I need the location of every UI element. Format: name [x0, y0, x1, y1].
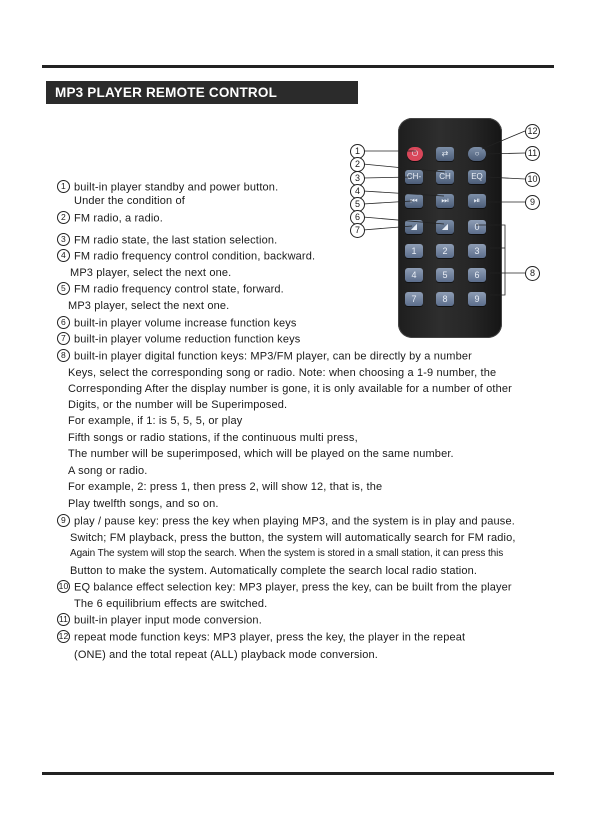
item-number-badge: 9 — [57, 514, 70, 527]
item-9-continued-3: Button to make the system. Automatically complete the search local radio station. — [70, 565, 478, 577]
item-8-line: 8 built-in player digital function keys: MP3/FM player, can be directly by a number — [57, 350, 472, 363]
callout-1: 1 — [350, 144, 365, 159]
callout-10: 10 — [525, 172, 540, 187]
item-number-badge: 1 — [57, 180, 70, 193]
next-button[interactable]: ⏭ — [436, 194, 454, 208]
digit-0-button[interactable]: 0 — [468, 220, 486, 234]
item-5-continued: MP3 player, select the next one. — [68, 300, 230, 312]
digit-3-button[interactable]: 3 — [468, 244, 486, 258]
item-8-continued-7: A song or radio. — [68, 465, 148, 477]
digit-9-button[interactable]: 9 — [468, 292, 486, 306]
mode-button[interactable]: ⇄ — [436, 147, 454, 161]
item-number-badge: 10 — [58, 581, 69, 591]
item-8-continued-6: The number will be superimposed, which will be played on the same number. — [68, 448, 454, 460]
digit-1-button[interactable]: 1 — [405, 244, 423, 258]
volume-down-button[interactable]: ◢ — [405, 220, 423, 234]
bottom-rule — [42, 772, 554, 775]
ch-minus-button[interactable]: CH- — [405, 170, 423, 184]
callout-5: 5 — [350, 197, 365, 212]
digit-5-button[interactable]: 5 — [436, 268, 454, 282]
item-9-continued-2: Again The system will stop the search. When the system is stored in a small station, it can press this — [70, 548, 504, 559]
item-8-continued-3: Digits, or the number will be Superimposed. — [68, 399, 288, 411]
callout-7: 7 — [350, 223, 365, 238]
callout-6: 6 — [350, 210, 365, 225]
item-6-line: 6 built-in player volume increase function keys — [57, 317, 297, 330]
item-8-continued-1: Keys, select the corresponding song or radio. Note: when choosing a 1-9 number, the — [68, 367, 497, 379]
page-title: MP3 PLAYER REMOTE CONTROL FUNCTIONS — [46, 81, 358, 104]
item-5-line: 5 FM radio frequency control state, forward. — [57, 283, 284, 296]
item-number-badge: 3 — [57, 233, 70, 246]
item-4-continued: MP3 player, select the next one. — [70, 267, 232, 279]
item-number-badge: 5 — [57, 282, 70, 295]
callout-11: 11 — [525, 146, 540, 161]
digit-8-button[interactable]: 8 — [436, 292, 454, 306]
item-7-line: 7 built-in player volume reduction function keys — [57, 333, 300, 346]
item-8-continued-8: For example, 2: press 1, then press 2, will show 12, that is, the — [68, 481, 383, 493]
power-button[interactable]: ⏻ — [407, 147, 423, 161]
item-1-continued: Under the condition of — [74, 195, 185, 207]
item-3-line: 3 FM radio state, the last station selection. — [57, 234, 277, 247]
prev-button[interactable]: ⏮ — [405, 194, 423, 208]
ch-button[interactable]: CH — [436, 170, 454, 184]
item-9-continued-1: Switch; FM playback, press the button, the system will automatically search for FM radio, — [70, 532, 516, 544]
item-11-line: 11 built-in player input mode conversion. — [58, 614, 262, 627]
digit-7-button[interactable]: 7 — [405, 292, 423, 306]
item-9-line: 9 play / pause key: press the key when playing MP3, and the system is in play and pause. — [57, 515, 515, 528]
item-10-line: 10 EQ balance effect selection key: MP3 player, press the key, can be built from the player — [58, 581, 512, 594]
volume-up-button[interactable]: ◢ — [436, 220, 454, 234]
callout-4: 4 — [350, 184, 365, 199]
callout-8: 8 — [525, 266, 540, 281]
item-8-continued-4: For example, if 1: is 5, 5, 5, or play — [68, 415, 243, 427]
digit-2-button[interactable]: 2 — [436, 244, 454, 258]
item-number-badge: 2 — [57, 211, 70, 224]
item-1-line: 1 built-in player standby and power button. — [57, 181, 278, 194]
callout-2: 2 — [350, 157, 365, 172]
repeat-button[interactable]: ○ — [468, 147, 486, 161]
digit-4-button[interactable]: 4 — [405, 268, 423, 282]
item-12-continued: (ONE) and the total repeat (ALL) playback mode conversion. — [74, 649, 379, 661]
item-8-continued-5: Fifth songs or radio stations, if the continuous multi press, — [68, 432, 358, 444]
item-8-continued-9: Play twelfth songs, and so on. — [68, 498, 219, 510]
eq-button[interactable]: EQ — [468, 170, 486, 184]
item-4-line: 4 FM radio frequency control condition, backward. — [57, 250, 315, 263]
item-number-badge: 11 — [58, 614, 69, 624]
item-12-line: 12 repeat mode function keys: MP3 player, press the key, the player in the repeat — [58, 631, 466, 644]
item-8-continued-2: Corresponding After the display number is gone, it is only available for a number of other — [68, 383, 512, 395]
item-2-line: 2 FM radio, a radio. — [57, 212, 163, 225]
item-10-continued: The 6 equilibrium effects are switched. — [74, 598, 268, 610]
callout-3: 3 — [350, 171, 365, 186]
digit-6-button[interactable]: 6 — [468, 268, 486, 282]
item-number-badge: 8 — [57, 349, 70, 362]
item-number-badge: 12 — [58, 631, 69, 641]
item-number-badge: 7 — [57, 332, 70, 345]
play-pause-button[interactable]: ⏯ — [468, 194, 486, 208]
item-number-badge: 6 — [57, 316, 70, 329]
callout-12: 12 — [525, 124, 540, 139]
callout-9: 9 — [525, 195, 540, 210]
item-number-badge: 4 — [57, 249, 70, 262]
